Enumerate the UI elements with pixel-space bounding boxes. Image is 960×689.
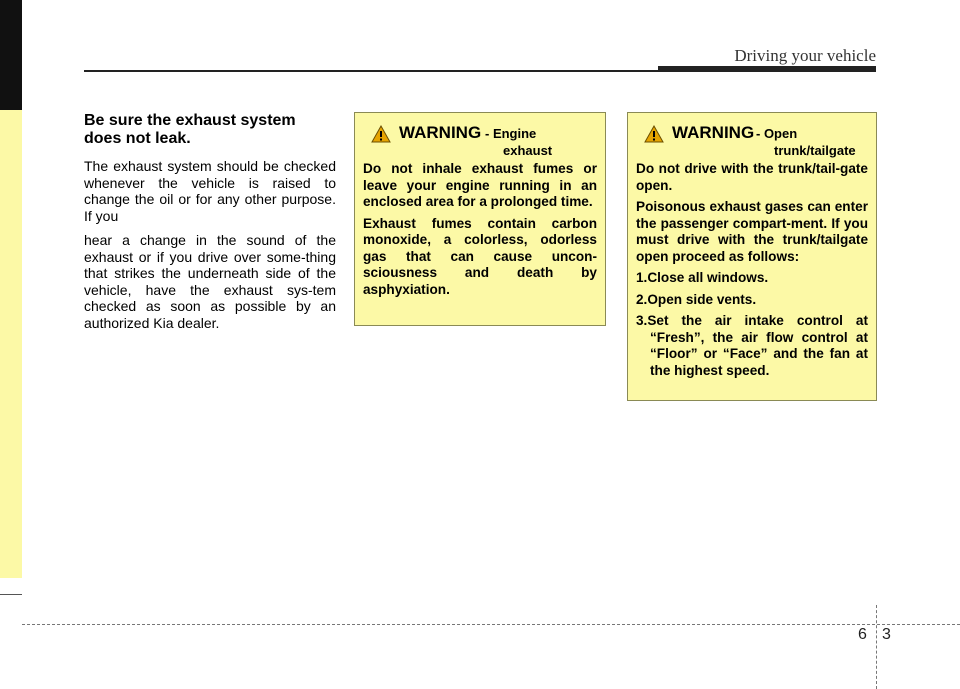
warning-engine-label: WARNING	[399, 123, 482, 142]
warning-engine-subtitle-2: exhaust	[503, 143, 553, 158]
warning-trunk-paragraph-1: Do not drive with the trunk/tail-gate open.	[636, 161, 868, 193]
header-rule-thin	[84, 70, 660, 72]
page-number: 3	[882, 626, 891, 643]
section-heading-line2: does not leak.	[84, 130, 191, 147]
warning-trunk-step-3: 3.Set the air intake control at “Fresh”, the air flow control at “Floor” or “Face” and the fan at the highest speed.	[636, 313, 868, 378]
section-paragraph-2: hear a change in the sound of the exhaust or if you drive over some-thing that strikes the underneath side of the vehicle, have the exhaust sys-tem checked as soon as possible by an authorized Kia dealer.	[84, 232, 336, 331]
warning-triangle-icon	[371, 125, 391, 143]
warning-engine-paragraph-2: Exhaust fumes contain carbon monoxide, a colorless, odorless gas that can cause uncon-sciousness and death by asphyxiation.	[363, 215, 597, 297]
warning-engine-paragraph-1: Do not inhale exhaust fumes or leave your engine running in an enclosed area for a prolonged time.	[363, 161, 597, 209]
page-chapter-number: 6	[858, 626, 867, 643]
side-tab-light	[0, 110, 22, 578]
page-header-title: Driving your vehicle	[734, 46, 876, 65]
warning-engine-exhaust	[354, 112, 606, 326]
section-paragraph-1: The exhaust system should be checked whenever the vehicle is raised to change the oil or for any other purpose. If you	[84, 158, 336, 224]
warning-trunk-subtitle-2: trunk/tailgate	[774, 143, 856, 158]
warning-trunk-subtitle-1: - Open	[756, 126, 798, 141]
warning-engine-subtitle-1: - Engine	[485, 126, 537, 141]
warning-trunk-step-1: 1.Close all windows.	[636, 270, 769, 285]
warning-engine-body	[363, 161, 597, 298]
footer-rule	[22, 624, 960, 625]
warning-triangle-icon	[644, 125, 664, 143]
warning-trunk-header	[636, 123, 868, 159]
side-tick	[0, 594, 22, 595]
side-tab-dark	[0, 0, 22, 110]
section-heading	[84, 112, 336, 148]
warning-trunk-step-2: 2.Open side vents.	[636, 291, 757, 307]
footer-divider	[876, 605, 877, 689]
exhaust-section	[84, 112, 336, 339]
warning-trunk-paragraph-2: Poisonous exhaust gases can enter the passenger compart-ment. If you must drive with the trunk/tailgate open proceed as follows:	[636, 199, 868, 264]
warning-trunk-body	[636, 161, 868, 379]
section-heading-line1: Be sure the exhaust system	[84, 112, 296, 129]
warning-open-trunk	[627, 112, 877, 401]
warning-engine-header	[363, 123, 597, 159]
warning-trunk-label: WARNING	[672, 123, 755, 142]
header-rule-thick	[658, 66, 876, 72]
